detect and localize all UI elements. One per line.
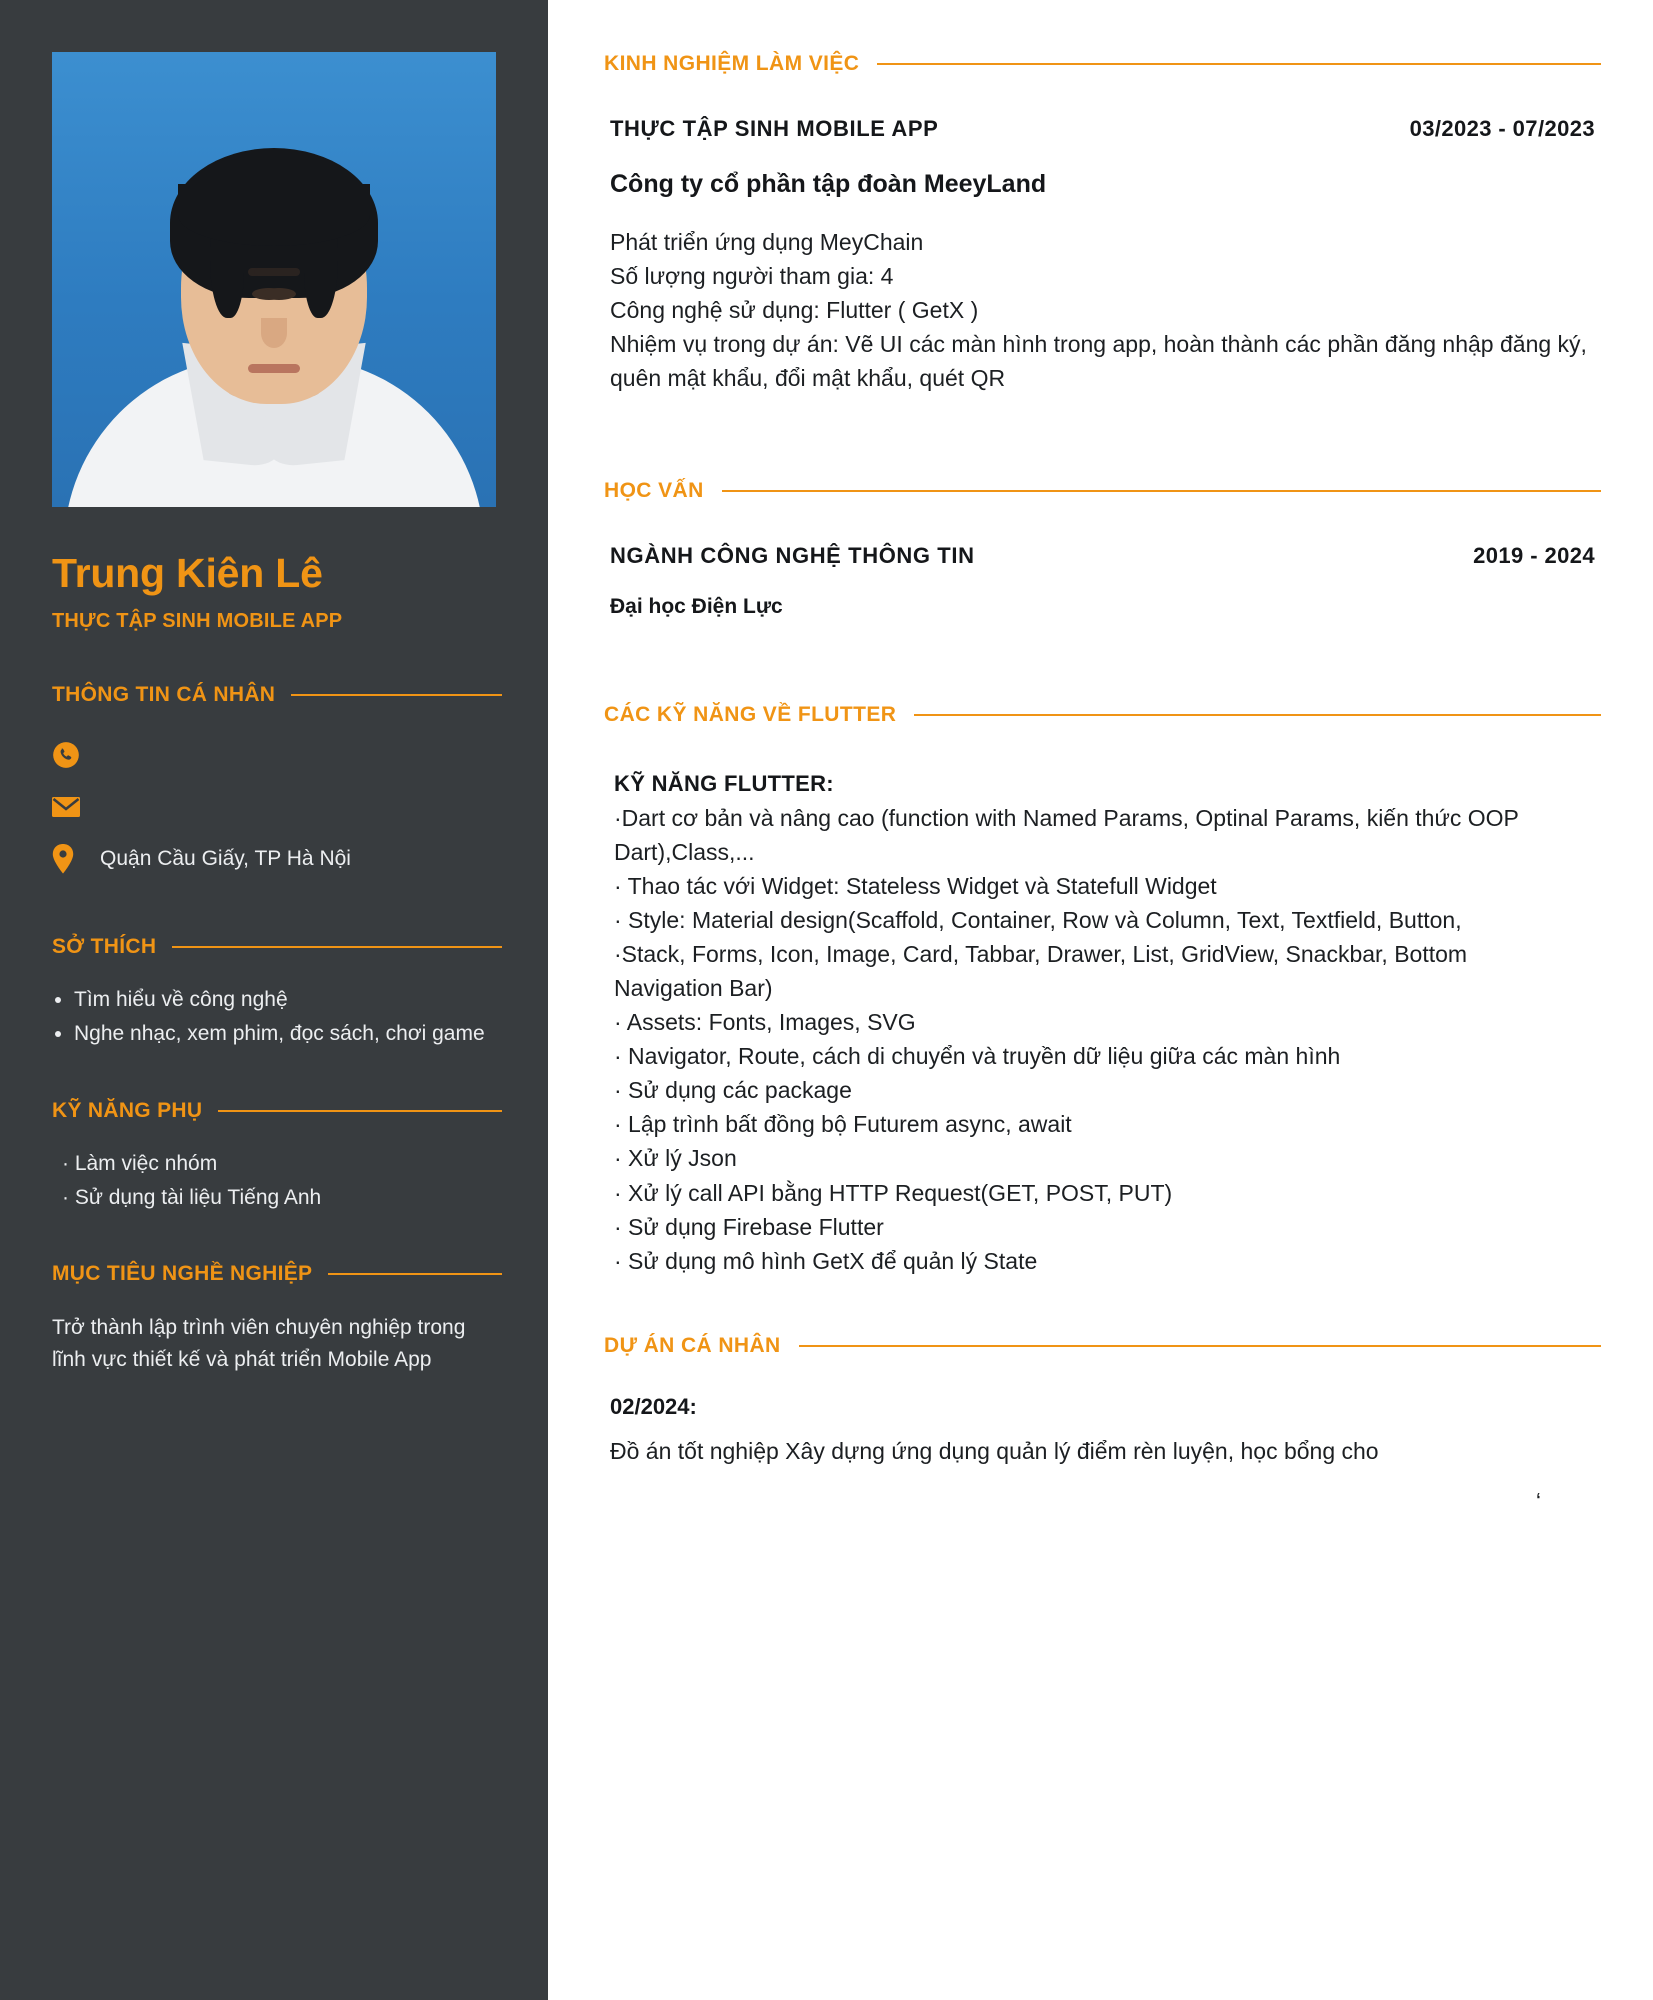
section-flutter-skills (604, 703, 1601, 1277)
education-school: Đại học Điện Lực (610, 595, 783, 619)
project-description-truncated: ‘ (1535, 1487, 1541, 1514)
header-rule (328, 1273, 502, 1275)
header-rule (291, 694, 502, 696)
section-education (604, 479, 1601, 619)
section-title: MỤC TIÊU NGHỀ NGHIỆP (52, 1262, 313, 1286)
experience-line: Phát triển ứng dụng MeyChain (610, 229, 924, 255)
experience-job-title: THỰC TẬP SINH MOBILE APP (610, 116, 939, 141)
flutter-skills-block (614, 771, 1601, 1277)
experience-line: Công nghệ sử dụng: Flutter ( GetX ) (610, 297, 979, 324)
list-item: • Tìm hiểu về công nghệ (74, 985, 502, 1015)
skill-line: · Sử dụng Firebase Flutter (614, 1213, 884, 1240)
experience-line: Số lượng người tham gia: 4 (610, 263, 894, 290)
candidate-name: Trung Kiên Lê (52, 550, 323, 596)
section-title: KINH NGHIỆM LÀM VIỆC (604, 52, 860, 75)
experience-company: Công ty cổ phần tập đoàn MeeyLand (610, 170, 1047, 198)
skill-line: · Xử lý Json (614, 1145, 737, 1172)
section-title: SỞ THÍCH (52, 935, 157, 959)
list-item: · Làm việc nhóm (62, 1149, 502, 1179)
header-rule (722, 490, 1601, 492)
section-header-work-experience (604, 52, 1601, 76)
section-header-education (604, 479, 1601, 503)
skill-line: · Sử dụng các package (614, 1077, 852, 1104)
skill-line: · Assets: Fonts, Images, SVG (614, 1009, 916, 1036)
list-item: · Sử dụng tài liệu Tiếng Anh (62, 1183, 502, 1213)
skill-line: · Xử lý call API bằng HTTP Request(GET, POST, PUT) (614, 1179, 1173, 1206)
sidebar (0, 0, 548, 2000)
section-title: KỸ NĂNG PHỤ (52, 1098, 203, 1122)
skill-line: ·Stack, Forms, Icon, Image, Card, Tabbar, Drawer, List, GridView, Snackbar, Bottom (614, 941, 1468, 968)
section-header-soft-skills (52, 1099, 502, 1123)
experience-line: Nhiệm vụ trong dự án: Vẽ UI các màn hình trong app, hoàn thành các phần đăng nhập đăng ký, quên mật khẩu, đổi mật khẩu, quét QR (610, 331, 1587, 392)
phone-icon (52, 741, 82, 769)
skill-line: · Navigator, Route, cách di chuyển và truyền dữ liệu giữa các màn hình (614, 1043, 1341, 1070)
location-pin-icon (52, 844, 82, 874)
contact-list (52, 729, 502, 885)
hobbies-list (52, 985, 502, 1049)
candidate-role: THỰC TẬP SINH MOBILE APP (52, 610, 343, 633)
soft-skills-list (52, 1149, 502, 1213)
project-description: Đồ án tốt nghiệp Xây dựng ứng dụng quản lý điểm rèn luyện, học bổng cho (610, 1437, 1379, 1464)
section-header-flutter-skills (604, 703, 1601, 727)
section-title: THÔNG TIN CÁ NHÂN (52, 683, 276, 707)
envelope-icon (52, 796, 82, 818)
project-date: 02/2024: (610, 1393, 697, 1419)
contact-row-email[interactable] (52, 781, 502, 833)
contact-row-phone[interactable] (52, 729, 502, 781)
skill-line: · Style: Material design(Scaffold, Container, Row và Column, Text, Textfield, Button, (614, 907, 1462, 934)
flutter-skills-label: KỸ NĂNG FLUTTER: (614, 771, 834, 797)
section-soft-skills (52, 1099, 502, 1213)
header-rule (218, 1110, 502, 1112)
header-rule (799, 1345, 1601, 1347)
career-objective-text: Trở thành lập trình viên chuyên nghiệp trong lĩnh vực thiết kế và phát triển Mobile App (52, 1316, 466, 1371)
section-title: CÁC KỸ NĂNG VỀ FLUTTER (604, 703, 897, 727)
skill-line: Navigation Bar) (614, 975, 773, 1002)
header-rule (877, 63, 1601, 65)
contact-row-location[interactable] (52, 833, 502, 885)
section-personal-projects (604, 1334, 1601, 1514)
skill-line: · Thao tác với Widget: Stateless Widget và Statefull Widget (614, 873, 1217, 900)
section-personal-info (52, 683, 502, 885)
section-title: DỰ ÁN CÁ NHÂN (604, 1333, 781, 1357)
list-item: • Nghe nhạc, xem phim, đọc sách, chơi game (74, 1019, 502, 1049)
section-career-objective (52, 1262, 502, 1375)
education-major: NGÀNH CÔNG NGHỆ THÔNG TIN (610, 543, 975, 569)
education-date-range: 2019 - 2024 (1473, 543, 1595, 569)
section-hobbies (52, 935, 502, 1049)
portrait-illustration (52, 52, 496, 507)
section-work-experience (604, 52, 1601, 395)
section-header-career-objective (52, 1262, 502, 1286)
experience-description (610, 225, 1601, 395)
main-content (548, 0, 1653, 2000)
experience-date-range: 03/2023 - 07/2023 (1409, 116, 1595, 141)
contact-location-value: Quận Cầu Giấy, TP Hà Nội (100, 847, 351, 871)
section-title: HỌC VẤN (604, 479, 704, 503)
skill-line: ·Dart cơ bản và nâng cao (function with Named Params, Optinal Params, kiến thức OOP Dart),Class,... (614, 805, 1519, 866)
skill-line: · Lập trình bất đồng bộ Futurem async, await (614, 1111, 1072, 1138)
education-entry-header (604, 543, 1601, 569)
header-rule (172, 946, 502, 948)
skill-line: · Sử dụng mô hình GetX để quản lý State (614, 1247, 1038, 1274)
section-header-hobbies (52, 935, 502, 959)
section-header-personal-info (52, 683, 502, 707)
profile-photo (52, 52, 496, 507)
header-rule (914, 714, 1601, 716)
experience-entry-header (604, 116, 1601, 142)
section-header-personal-projects (604, 1334, 1601, 1358)
